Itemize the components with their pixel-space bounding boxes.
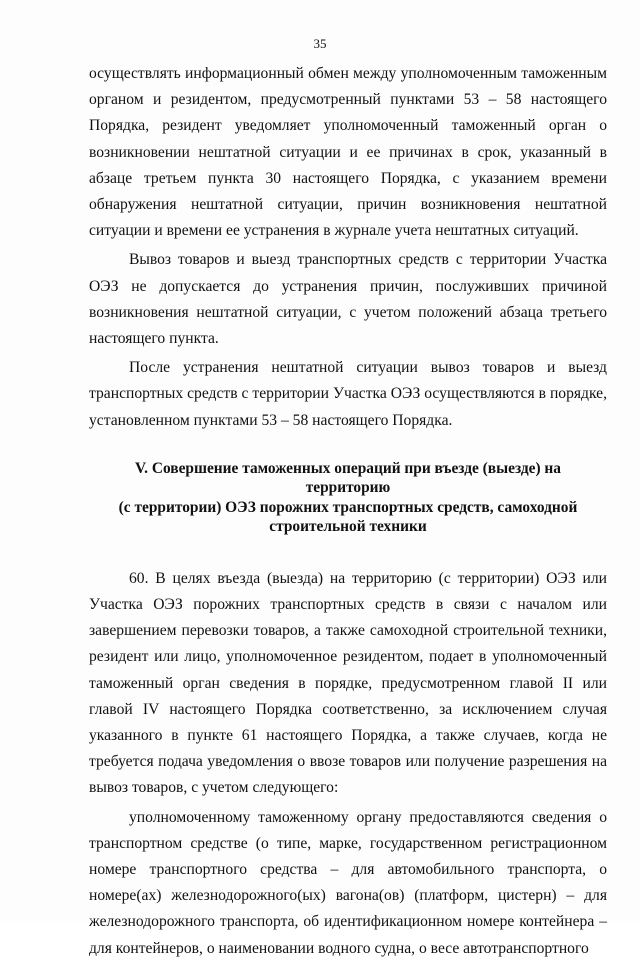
paragraph-export-restriction: Вывоз товаров и выезд транспортных средств с территории Участка ОЭЗ не допускается до устранения причин, послуживших причиной возникновения нештатной ситуации, с учетом положений абзаца третьего настоящего пункта. [89, 251, 607, 348]
paragraph-vehicle-info: уполномоченному таможенному органу предоставляются сведения о транспортном средстве (о типе, марке, государственном регистрационном номере транспортного средства – для автомобильного транспорта, о номере(ах) железнодорожного(ых) вагона(ов) (платформ, цистерн) – для железнодорожного транспорта, об идентификационном номере контейнера – для контейнеров, о наименовании водного судна, о весе автотранспортного [89, 808, 607, 957]
page-number: 35 [313, 36, 327, 51]
document-body [89, 61, 607, 962]
section-heading [89, 459, 607, 537]
section-heading-line: строительной техники [269, 518, 427, 536]
paragraph-after-resolution: После устранения нештатной ситуации вывоз товаров и выезд транспортных средств с территории Участка ОЭЗ осуществляются в порядке, установленном пунктами 53 – 58 настоящего Порядка. [89, 359, 607, 429]
section-heading-line: V. Совершение таможенных операций при въезде (выезде) на территорию [135, 459, 561, 497]
section-heading-line: (с территории) ОЭЗ порожних транспортных средств, самоходной [118, 498, 578, 516]
paragraph-continuation: осуществлять информационный обмен между уполномоченным таможенным органом и резидентом, предусмотренный пунктами 53 – 58 настоящего Порядка, резидент уведомляет уполномоченный таможенный орган о возникновении нештатной ситуации и ее причинах в срок, указанный в абзаце третьем пункта 30 настоящего Порядка, с указанием времени обнаружения нештатной ситуации, причин возникновения нештатной ситуации и времени ее устранения в журнале учета нештатных ситуаций. [89, 65, 607, 240]
paragraph-item-60: 60. В целях въезда (выезда) на территорию (с территории) ОЭЗ или Участка ОЭЗ порожних транспортных средств в связи с началом или завершением перевозки товаров, а также самоходной строительной техники, резидент или лицо, уполномоченное резидентом, подает в уполномоченный таможенный орган сведения в порядке, предусмотренном главой II или главой IV настоящего Порядка соответственно, за исключением случая указанного в пункте 61 настоящего Порядка, а также случаев, когда не требуется подача уведомления о ввозе товаров или получение разрешения на вывоз товаров, с учетом следующего: [89, 569, 607, 797]
